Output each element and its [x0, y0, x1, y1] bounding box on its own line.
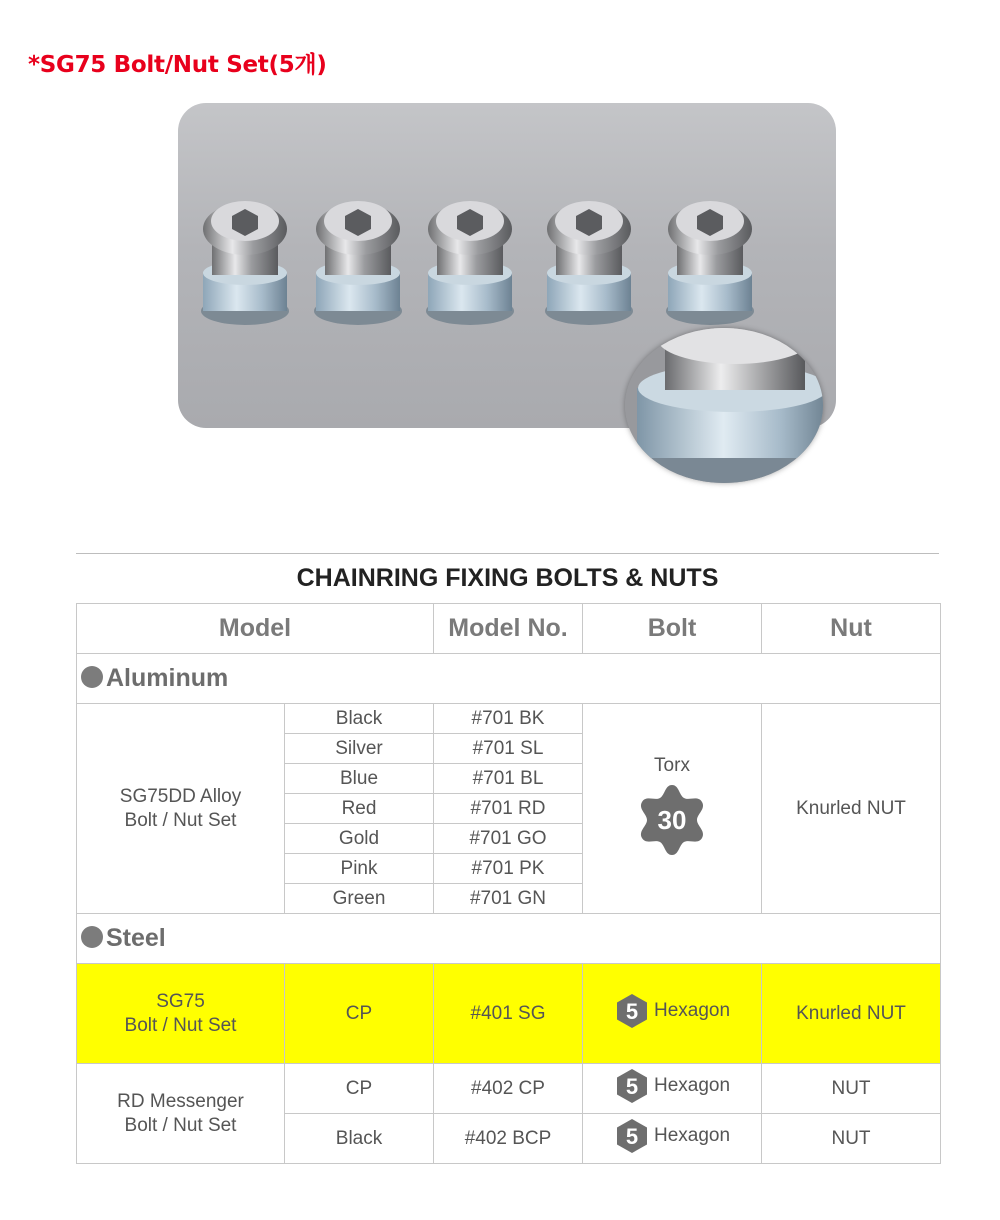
nut-cell: Knurled NUT — [762, 704, 941, 914]
section-label: Steel — [106, 924, 166, 952]
model-cell — [77, 1064, 285, 1164]
header-row — [77, 604, 941, 654]
section-steel — [77, 914, 941, 964]
bolt-cell — [583, 964, 762, 1064]
zoom-inset-image — [625, 328, 823, 483]
svg-text:5: 5 — [625, 1123, 639, 1149]
color-cell: Gold — [285, 824, 434, 854]
table-row-highlighted — [77, 964, 941, 1064]
table-title: CHAINRING FIXING BOLTS & NUTS — [296, 564, 719, 592]
hexagon-icon — [614, 1068, 650, 1104]
model-line: RD Messenger — [117, 1090, 244, 1112]
finish-cell: CP — [285, 1064, 434, 1114]
model-line: Bolt / Nut Set — [124, 1014, 237, 1036]
bolt-cell — [583, 1114, 762, 1164]
section-aluminum — [77, 654, 941, 704]
bolt-image — [425, 189, 515, 329]
torx-label: Torx — [654, 754, 690, 776]
bullet-icon — [81, 926, 103, 948]
model-line: SG75 — [156, 990, 205, 1012]
model-cell — [77, 964, 285, 1064]
svg-text:5: 5 — [625, 1073, 639, 1099]
bolt-label: Hexagon — [653, 999, 731, 1021]
model-no-cell: #701 BK — [434, 704, 583, 734]
bolt-label: Hexagon — [653, 1074, 731, 1096]
model-no-cell: #701 PK — [434, 854, 583, 884]
color-cell: Green — [285, 884, 434, 914]
model-cell — [77, 704, 285, 914]
torx-icon — [635, 783, 709, 857]
nut-cell: NUT — [762, 1064, 941, 1114]
bolt-image — [200, 189, 290, 329]
bolt-cell — [583, 1064, 762, 1114]
color-cell: Red — [285, 794, 434, 824]
nut-cell: Knurled NUT — [762, 964, 941, 1064]
model-no-cell: #402 CP — [434, 1064, 583, 1114]
model-no-cell: #402 BCP — [434, 1114, 583, 1164]
color-cell: Black — [285, 704, 434, 734]
hexagon-icon — [614, 1118, 650, 1154]
bolt-cell — [583, 704, 762, 914]
finish-cell: CP — [285, 964, 434, 1064]
divider — [76, 553, 939, 554]
hexagon-icon — [614, 993, 650, 1029]
table-row — [77, 704, 941, 734]
model-line: Bolt / Nut Set — [124, 809, 237, 831]
color-cell: Pink — [285, 854, 434, 884]
bolt-image — [544, 189, 634, 329]
section-label: Aluminum — [106, 664, 229, 692]
color-cell: Blue — [285, 764, 434, 794]
bullet-icon — [81, 666, 103, 688]
model-no-cell: #701 BL — [434, 764, 583, 794]
table-row — [77, 1064, 941, 1114]
svg-text:30: 30 — [657, 804, 687, 835]
model-no-cell: #401 SG — [434, 964, 583, 1064]
spec-table — [76, 603, 941, 1164]
model-no-cell: #701 GO — [434, 824, 583, 854]
bolt-image — [313, 189, 403, 329]
model-line: SG75DD Alloy — [119, 785, 242, 807]
bolt-label: Hexagon — [653, 1124, 731, 1146]
model-no-cell: #701 GN — [434, 884, 583, 914]
bolt-nut-photo — [178, 103, 836, 428]
page-title: *SG75 Bolt/Nut Set(5개) — [28, 52, 327, 78]
finish-cell: Black — [285, 1114, 434, 1164]
model-line: Bolt / Nut Set — [124, 1114, 237, 1136]
color-cell: Silver — [285, 734, 434, 764]
nut-cell: NUT — [762, 1114, 941, 1164]
bolt-image — [665, 189, 755, 329]
header-model: Model — [77, 604, 434, 654]
header-model-no: Model No. — [434, 604, 583, 654]
header-bolt: Bolt — [583, 604, 762, 654]
model-no-cell: #701 RD — [434, 794, 583, 824]
header-nut: Nut — [762, 604, 941, 654]
model-no-cell: #701 SL — [434, 734, 583, 764]
svg-text:5: 5 — [625, 998, 639, 1024]
